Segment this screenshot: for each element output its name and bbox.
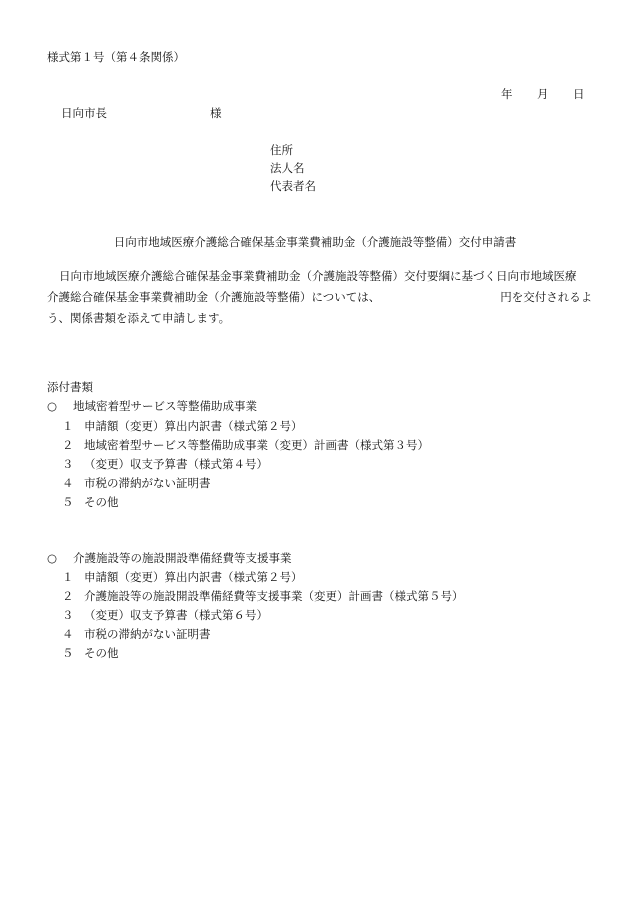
- section-1-title: 地域密着型サービス等整備助成事業: [73, 399, 257, 413]
- item-number: ４: [62, 627, 74, 641]
- document-title: 日向市地域医療介護総合確保基金事業費補助金（介護施設等整備）交付申請書: [113, 235, 517, 249]
- item-text: 市税の滞納がない証明書: [84, 627, 211, 641]
- item-text: 介護施設等の施設開設準備経費等支援事業（変更）計画書（様式第５号）: [84, 589, 464, 603]
- item-text: その他: [84, 646, 119, 660]
- addressee-honorific: 様: [210, 106, 222, 120]
- field-representative-label: 代表者名: [270, 179, 316, 193]
- item-text: 地域密着型サービス等整備助成事業（変更）計画書（様式第３号）: [84, 438, 429, 452]
- body-paragraph: [47, 266, 593, 329]
- item-number: ３: [62, 457, 74, 471]
- circle-marker-icon: ○: [47, 399, 58, 413]
- addressee-name: 日向市長: [61, 106, 107, 120]
- item-text: その他: [84, 495, 119, 509]
- item-text: 申請額（変更）算出内訳書（様式第２号）: [84, 570, 303, 584]
- item-text: 市税の滞納がない証明書: [84, 476, 211, 490]
- item-number: １: [62, 570, 74, 584]
- item-number: ４: [62, 476, 74, 490]
- form-number: 様式第１号（第４条関係）: [47, 50, 185, 64]
- attachments-heading: 添付書類: [47, 380, 93, 394]
- section-1-header: [47, 401, 257, 413]
- list-item: [62, 459, 268, 471]
- body-line-2-start: 介護総合確保基金事業費補助金（介護施設等整備）については、: [47, 290, 381, 304]
- item-number: ５: [62, 495, 74, 509]
- list-item: [62, 572, 303, 584]
- list-item: [62, 478, 211, 490]
- section-2-title: 介護施設等の施設開設準備経費等支援事業: [73, 551, 292, 565]
- item-number: ３: [62, 608, 74, 622]
- list-item: [62, 440, 429, 452]
- item-text: （変更）収支予算書（様式第４号）: [84, 457, 268, 471]
- field-address-label: 住所: [270, 143, 293, 157]
- item-number: ５: [62, 646, 74, 660]
- item-number: ２: [62, 589, 74, 603]
- section-2-header: [47, 553, 292, 565]
- date-year: 年: [501, 87, 513, 101]
- date-month: 月: [537, 87, 549, 101]
- field-corporation-label: 法人名: [270, 161, 305, 175]
- circle-marker-icon: ○: [47, 551, 58, 565]
- list-item: [62, 497, 119, 509]
- list-item: [62, 629, 211, 641]
- body-line-2-end: 円を交付されるよ: [500, 290, 593, 304]
- item-text: 申請額（変更）算出内訳書（様式第２号）: [84, 419, 303, 433]
- body-line-1: 日向市地域医療介護総合確保基金事業費補助金（介護施設等整備）交付要綱に基づく日向市地域医療: [59, 269, 577, 283]
- list-item: [62, 610, 268, 622]
- item-number: １: [62, 419, 74, 433]
- body-line-2: [47, 287, 593, 308]
- date-day: 日: [573, 87, 585, 101]
- item-text: （変更）収支予算書（様式第６号）: [84, 608, 268, 622]
- item-number: ２: [62, 438, 74, 452]
- list-item: [62, 591, 464, 603]
- list-item: [62, 648, 119, 660]
- body-line-3: う、関係書類を添えて申請します。: [47, 311, 231, 325]
- list-item: [62, 421, 303, 433]
